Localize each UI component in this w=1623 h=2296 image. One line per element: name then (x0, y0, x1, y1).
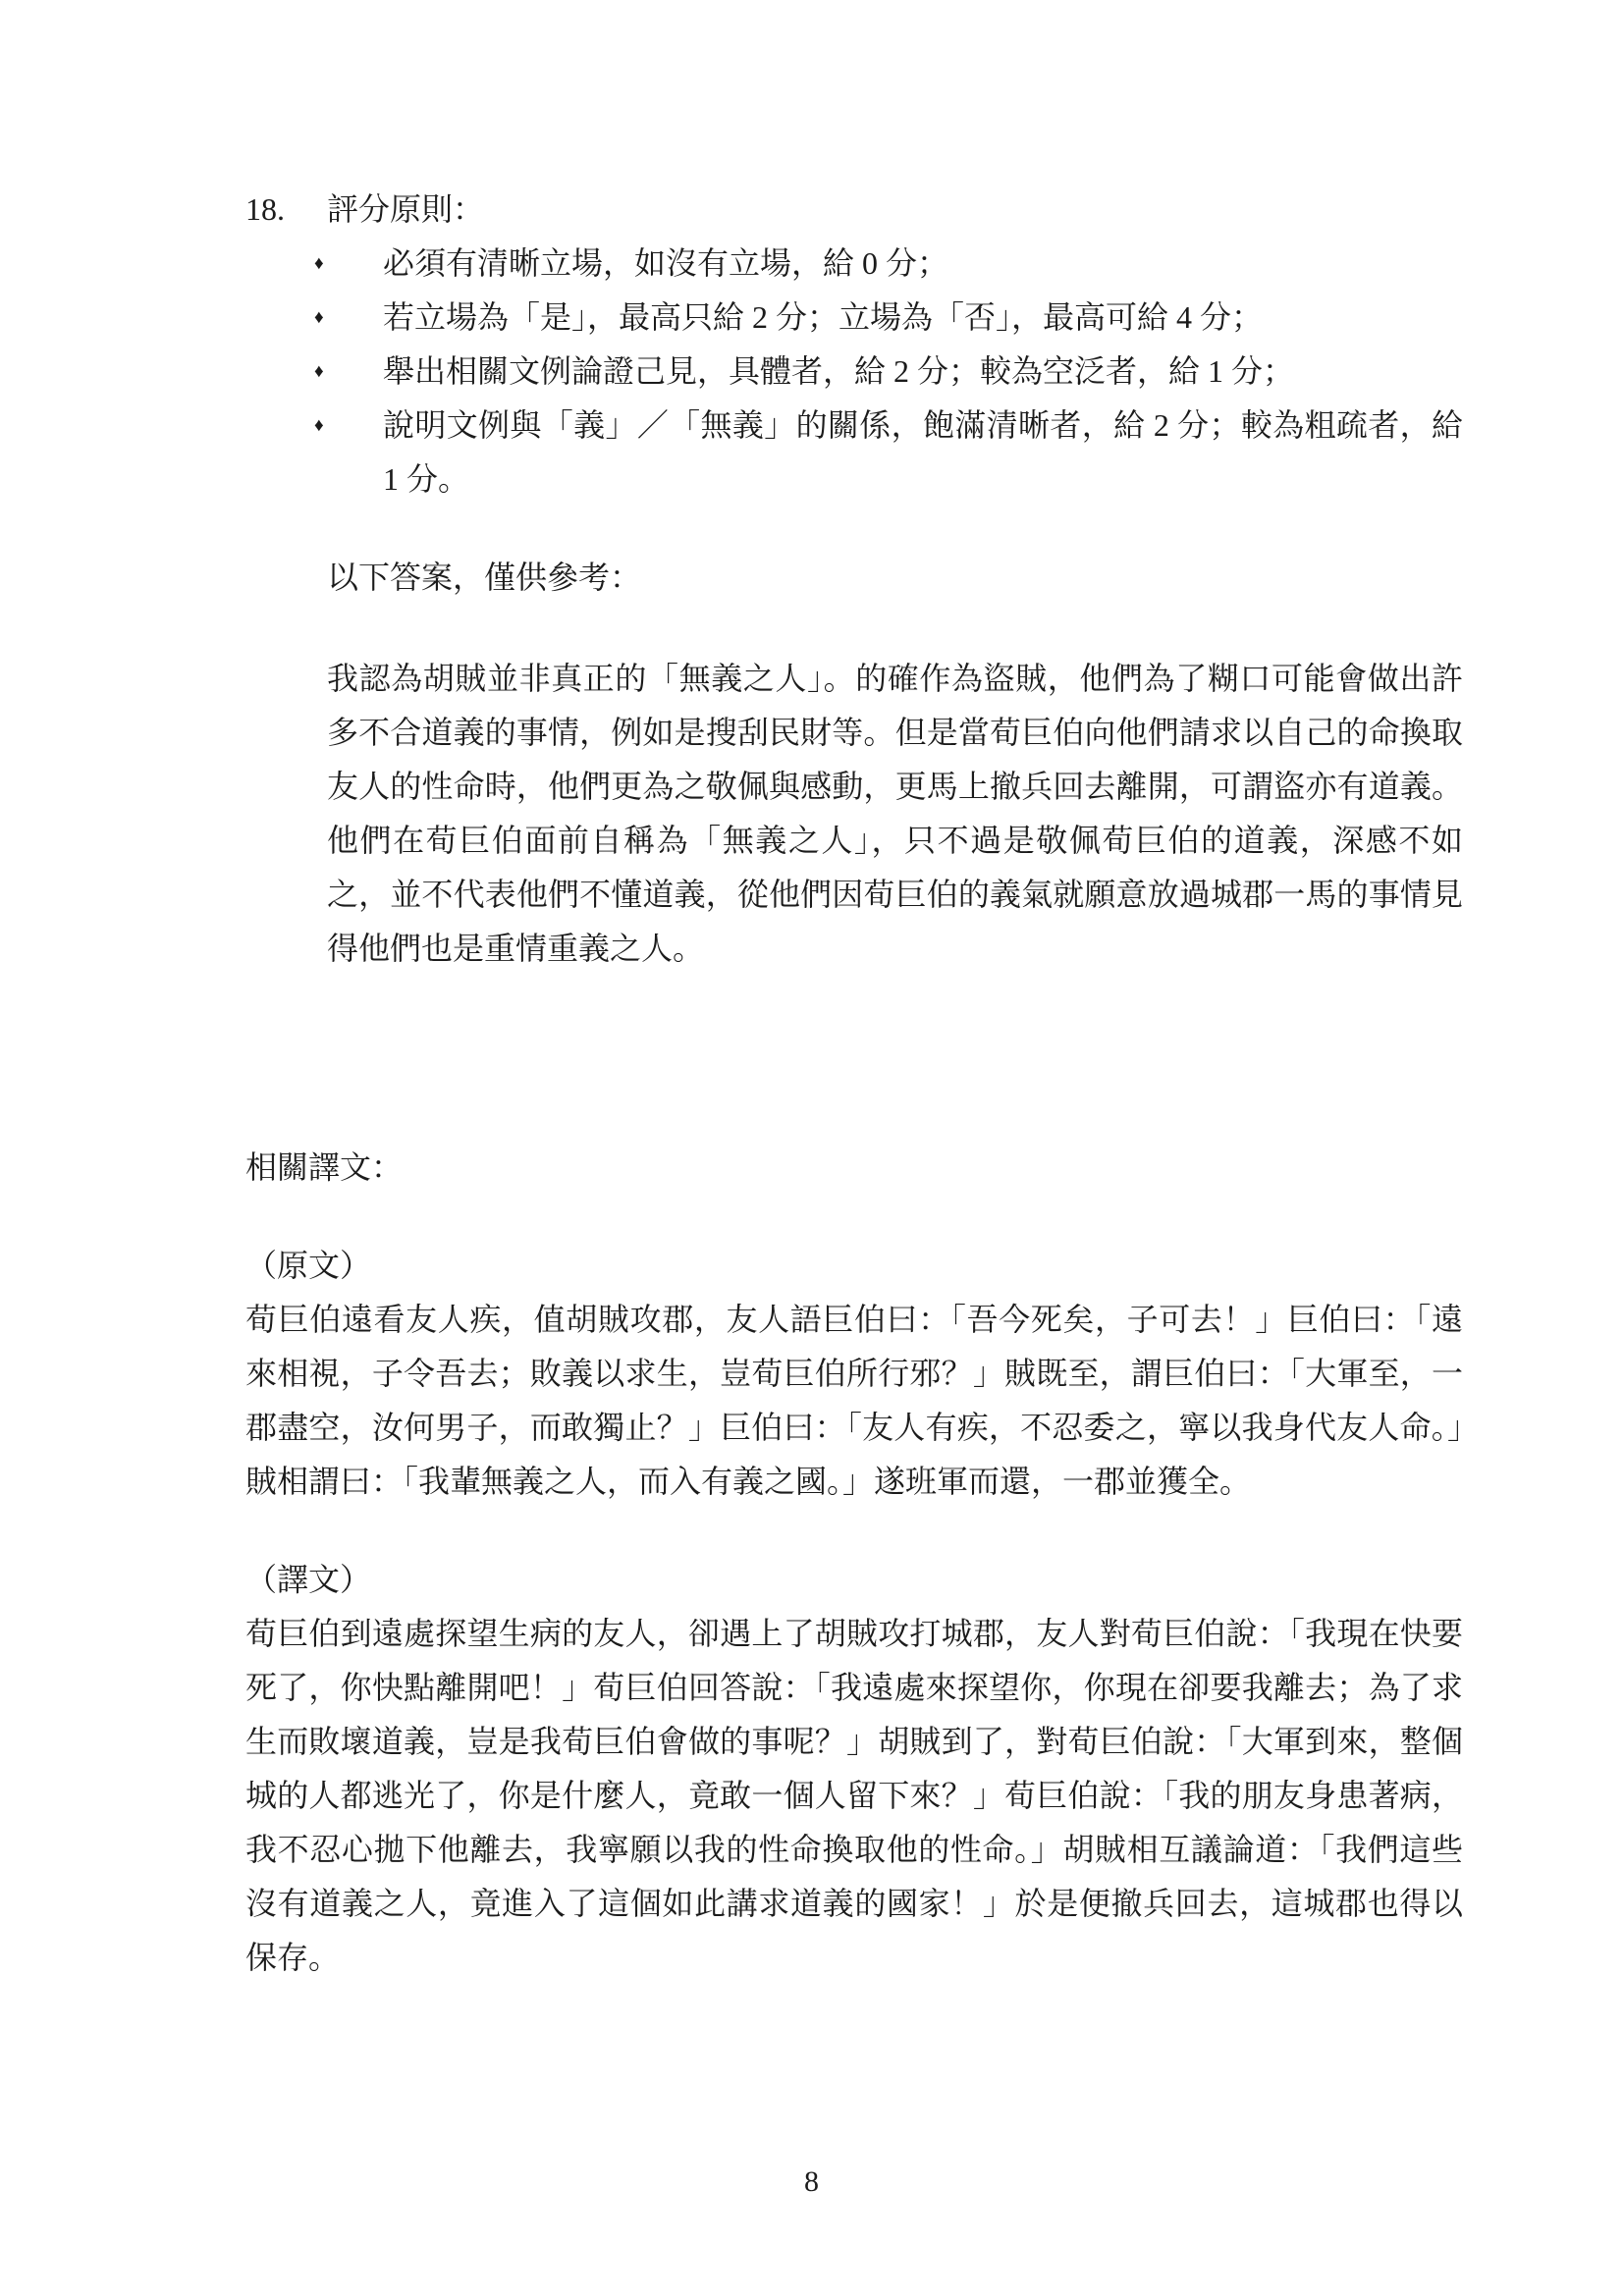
diamond-bullet-icon: ♦ (314, 253, 324, 274)
translated-text-label: （譯文） (245, 1562, 372, 1597)
question-18-block (245, 183, 1463, 976)
scoring-bullet-1 (245, 237, 1463, 291)
sample-answer-paragraph: 我認為胡賊並非真正的「無義之人」。的確作為盜賊，他們為了糊口可能會做出許多不合道義的事情，例如是搜刮民財等。但是當荀巨伯向他們請求以自己的命換取友人的性命時，他們更為之敬佩與感動，更馬上撤兵回去離開，可謂盜亦有道義。他們在荀巨伯面前自稱為「無義之人」，只不過是敬佩荀巨伯的道義，深感不如之，並不代表他們不懂道義，從他們因荀巨伯的義氣就願意放過城郡一馬的事情見得他們也是重情重義之人。 (327, 661, 1463, 966)
scoring-bullet-text: 必須有清晰立場，如沒有立場，給 0 分； (383, 245, 949, 281)
scoring-bullet-2 (245, 291, 1463, 345)
diamond-bullet-icon: ♦ (314, 361, 324, 382)
scoring-bullet-text: 舉出相關文例論證己見，具體者，給 2 分；較為空泛者，給 1 分； (383, 353, 1295, 389)
diamond-bullet-icon: ♦ (314, 307, 324, 328)
scoring-bullets-list (245, 237, 1463, 507)
reference-note: 以下答案，僅供參考： (327, 560, 642, 595)
scoring-bullet-4 (245, 399, 1463, 507)
scoring-bullet-3 (245, 345, 1463, 399)
question-number: 18. (245, 191, 285, 227)
translated-text-paragraph: 荀巨伯到遠處探望生病的友人，卻遇上了胡賊攻打城郡，友人對荀巨伯說：「我現在快要死了，你快點離開吧！」荀巨伯回答說：「我遠處來探望你，你現在卻要我離去；為了求生而敗壞道義，豈是我荀巨伯會做的事呢？」胡賊到了，對荀巨伯說：「大軍到來，整個城的人都逃光了，你是什麼人，竟敢一個人留下來？」荀巨伯說：「我的朋友身患著病，我不忍心拋下他離去，我寧願以我的性命換取他的性命。」胡賊相互議論道：「我們這些沒有道義之人，竟進入了這個如此講求道義的國家！」於是便撤兵回去，這城郡也得以保存。 (245, 1616, 1463, 1975)
original-text-paragraph: 荀巨伯遠看友人疾，值胡賊攻郡，友人語巨伯曰：「吾今死矣，子可去！」巨伯曰：「遠來相視，子令吾去；敗義以求生，豈荀巨伯所行邪？」賊既至，謂巨伯曰：「大軍至，一郡盡空，汝何男子，而敢獨止？」巨伯曰：「友人有疾，不忍委之，寧以我身代友人命。」賊相謂曰：「我輩無義之人，而入有義之國。」遂班軍而還，一郡並獲全。 (245, 1302, 1463, 1499)
page-number: 8 (804, 2165, 819, 2198)
scoring-bullet-text: 若立場為「是」，最高只給 2 分；立場為「否」，最高可給 4 分； (383, 299, 1264, 335)
diamond-bullet-icon: ♦ (314, 415, 324, 436)
original-text-label: （原文） (245, 1248, 372, 1283)
question-title-row (245, 183, 1463, 237)
translation-section (245, 1141, 1463, 1985)
scoring-bullet-text: 說明文例與「義」／「無義」的關係，飽滿清晰者，給 2 分；較為粗疏者，給 1 分。 (383, 407, 1463, 497)
translation-heading: 相關譯文： (245, 1149, 404, 1185)
question-title: 評分原則： (327, 191, 485, 227)
